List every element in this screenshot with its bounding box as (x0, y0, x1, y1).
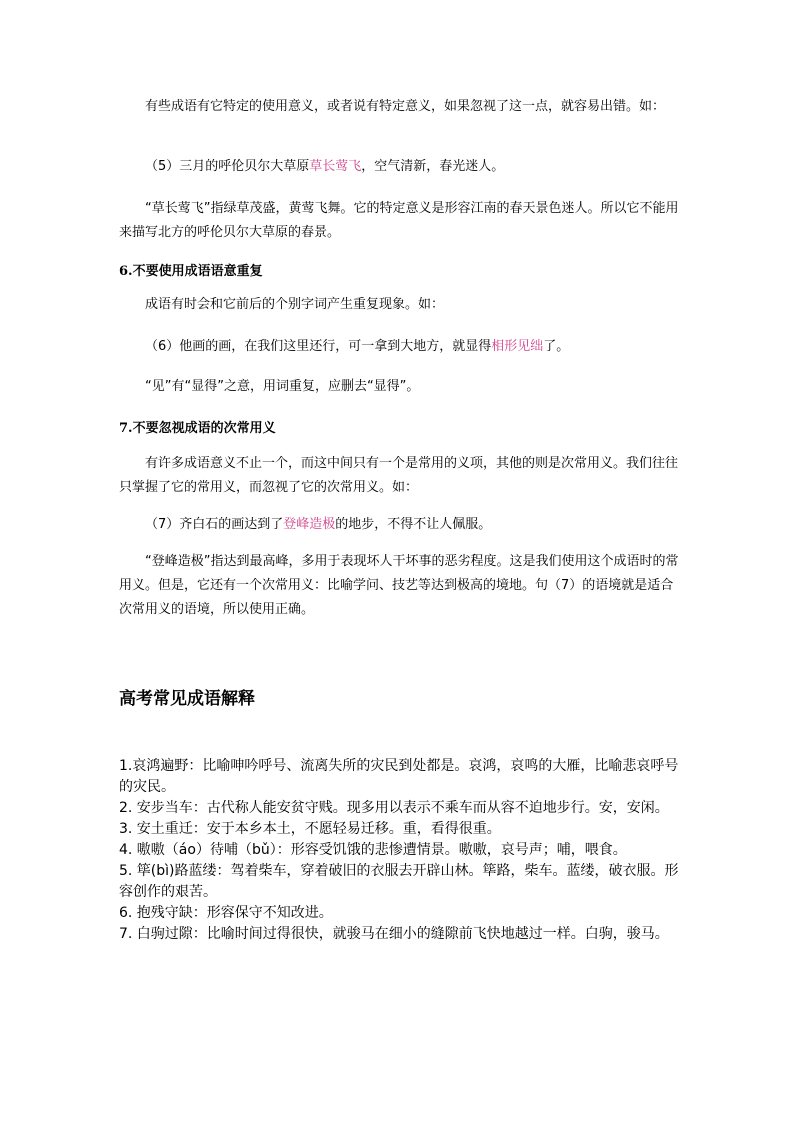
paragraph-explanation-7: “登峰造极”指达到最高峰，多用于表现坏人干坏事的恶劣程度。这是我们使用这个成语时的常用义。但是，它还有一个次常用义：比喻学问、技艺等达到极高的境地。句（7）的语境就是适合次常用义的语境，所以使用正确。 (119, 554, 679, 617)
idiom-list (119, 756, 679, 945)
example-7-before: （7）齐白石的画达到了 (145, 517, 284, 532)
example-sentence-7 (145, 513, 685, 537)
example-6-after: 了。 (543, 339, 570, 354)
list-item: 1.哀鸿遍野：比喻呻吟呼号、流离失所的灾民到处都是。哀鸿，哀鸣的大雁，比喻悲哀呼号的灾民。 (119, 758, 679, 795)
paragraph-specific-meaning: 有些成语有它特定的使用意义，或者说有特定意义，如果忽视了这一点，就容易出错。如： (145, 99, 666, 114)
example-7-idiom: 登峰造极 (283, 517, 336, 532)
paragraph-secondary-meaning: 有许多成语意义不止一个，而这中间只有一个是常用的义项，其他的则是次常用义。我们往往只掌握了它的常用义，而忽视了它的次常用义。如： (119, 456, 679, 495)
paragraph-explanation-6: “见”有“显得”之意，用词重复，应删去“显得”。 (145, 379, 420, 394)
example-5-after: ，空气清新，春光迷人。 (361, 159, 505, 174)
list-item: 6. 抱残守缺：形容保守不知改进。 (119, 905, 333, 921)
list-item: 3. 安土重迁：安于本乡本土，不愿轻易迁移。重，看得很重。 (119, 821, 501, 837)
section-title: 高考常见成语解释 (119, 689, 255, 709)
example-6-before: （6）他画的画，在我们这里还行，可一拿到大地方，就显得 (145, 339, 492, 354)
paragraph-repetition: 成语有时会和它前后的个别字词产生重复现象。如： (145, 297, 445, 312)
example-7-after: 的地步，不得不让人佩服。 (335, 517, 492, 532)
heading-rule-6: 6.不要使用成语语意重复 (119, 264, 263, 279)
example-5-before: （5）三月的呼伦贝尔大草原 (145, 159, 310, 174)
example-5-idiom: 草长莺飞 (309, 159, 362, 174)
list-item: 5. 筚(bì)路蓝缕：驾着柴车，穿着破旧的衣服去开辟山林。筚路，柴车。蓝缕，破衣服。形容创作的艰苦。 (119, 863, 679, 900)
paragraph-explanation-5: “草长莺飞”指绿草茂盛，黄莺飞舞。它的特定意义是形容江南的春天景色迷人。所以它不能用来描写北方的呼伦贝尔大草原的春景。 (119, 201, 679, 240)
example-sentence-5 (145, 155, 685, 179)
example-6-idiom: 相形见绌 (491, 339, 544, 354)
list-item: 2. 安步当车：古代称人能安贫守贱。现多用以表示不乘车而从容不迫地步行。安，安闲。 (119, 800, 669, 816)
example-sentence-6 (145, 335, 685, 359)
list-item: 7. 白驹过隙：比喻时间过得很快，就骏马在细小的缝隙前飞快地越过一样。白驹，骏马。 (119, 926, 669, 942)
heading-rule-7: 7.不要忽视成语的次常用义 (119, 421, 276, 436)
list-item: 4. 嗷嗷（áo）待哺（bǔ）：形容受饥饿的悲惨遭情景。嗷嗷，哀号声；哺，喂食。 (119, 842, 627, 858)
